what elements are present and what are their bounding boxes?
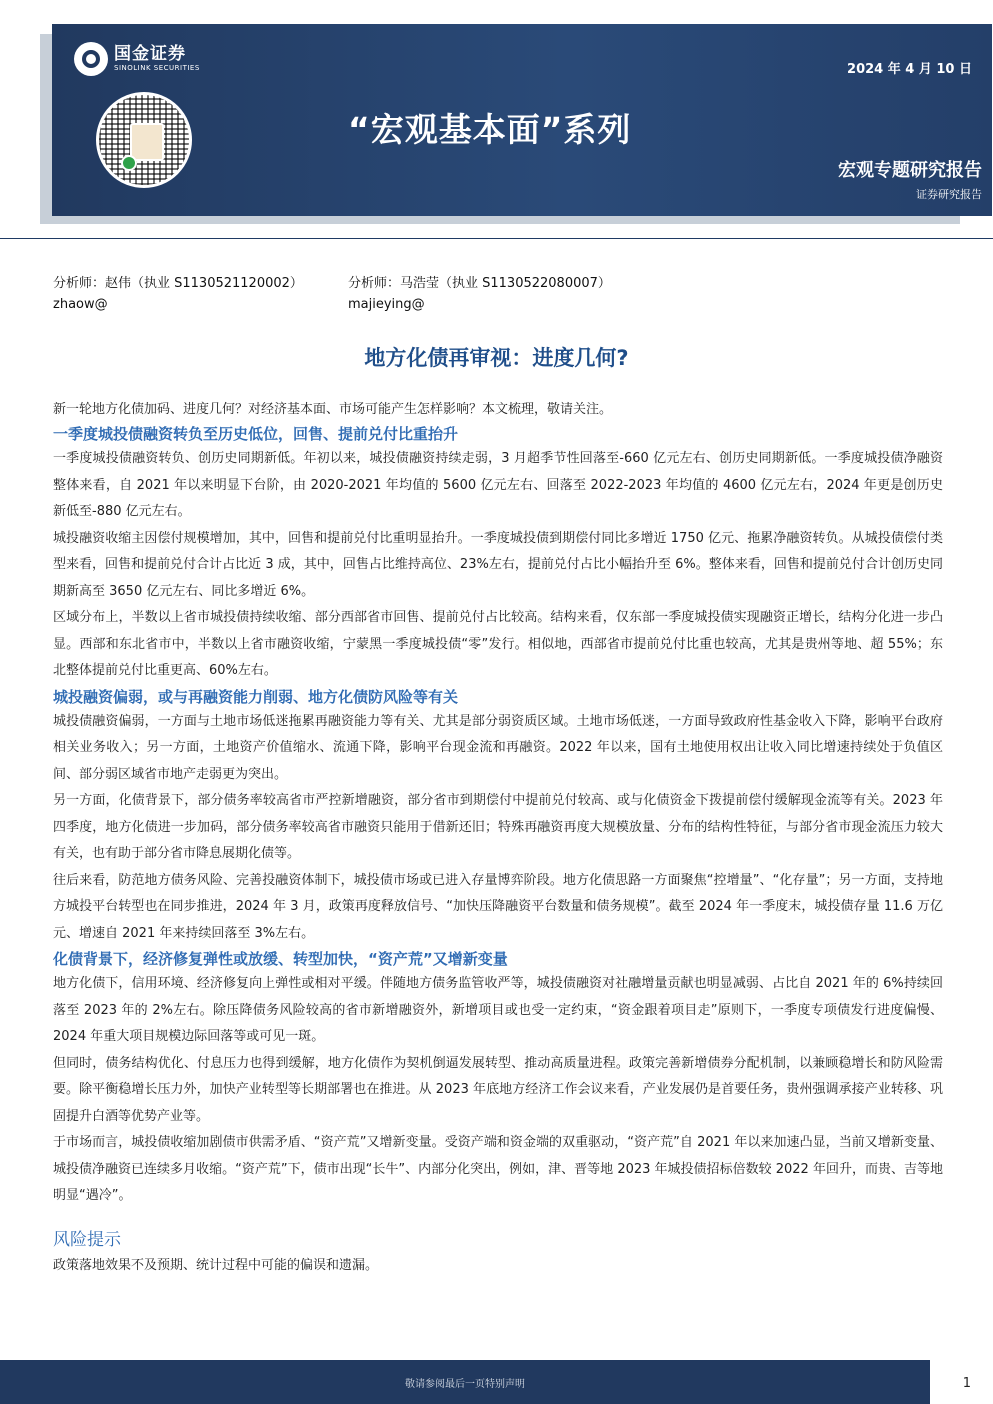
analyst-2-email[interactable]: majieying@ — [348, 297, 425, 312]
page-number: 1 — [962, 1376, 971, 1391]
header-divider — [0, 238, 993, 239]
section-1-heading: 一季度城投债融资转负至历史低位，回售、提前兑付比重抬升 — [53, 425, 459, 443]
section-2-paragraph-1: 城投债融资偏弱，一方面与土地市场低迷拖累再融资能力等有关、尤其是部分弱资质区域。土地市场低迷，一方面导致政府性基金收入下降，影响平台政府相关业务收入；另一方面，土地资产价值缩水、流通下降，影响平台现金流和再融资。2022 年以来，国有土地使用权出让收入同比增速持续处于负值区间、部分弱区域省市地产走弱更为突出。 — [53, 713, 943, 782]
logo-icon — [74, 42, 108, 76]
section-3-paragraph-3: 于市场而言，城投债收缩加剧债市供需矛盾、“资产荒”又增新变量。受资产端和资金端的双重驱动，“资产荒”自 2021 年以来加速凸显，当前又增新变量、城投债净融资已连续多月收缩。“资产荒”下，债市出现“长牛”、内部分化突出，例如，津、晋等地 2023 年城投债招标倍数较 2022 年回升，而贵、吉等地明显“遇冷”。 — [53, 1135, 943, 1203]
risk-text: 政策落地效果不及预期、统计过程中可能的偏误和遗漏。 — [53, 1257, 379, 1273]
section-2-heading: 城投融资偏弱，或与再融资能力削弱、地方化债防风险等有关 — [53, 687, 459, 706]
section-1-paragraph-2: 城投融资收缩主因偿付规模增加，其中，回售和提前兑付比重明显抬升。一季度城投债到期偿付同比多增近 1750 亿元、拖累净融资转负。从城投债偿付类型来看，回售和提前兑付合计占比近 3 成，其中，回售占比维持高位、23%左右，提前兑付占比小幅抬升至 6%。整体来看，回售和提前兑付合计创历史同期新高至 3650 亿元左右、同比多增近 6%。 — [53, 530, 943, 599]
report-title: 地方化债再审视：进度几何? — [364, 346, 629, 370]
section-1-paragraph-1: 一季度城投债融资转负、创历史同期新低。年初以来，城投债融资持续走弱，3 月超季节性回落至-660 亿元左右、创历史同期新低。一季度城投债净融资整体来看，自 2021 年以来明显下台阶，由 2020-2021 年均值的 5600 亿元左右、回落至 2022-2023 年均值的 4600 亿元左右，2024 年更是创历史新低至-880 亿元左右。 — [53, 451, 943, 519]
qr-code-icon — [96, 92, 192, 188]
report-body — [53, 398, 943, 1278]
series-title: “宏观基本面”系列 — [348, 110, 632, 149]
risk-heading: 风险提示 — [53, 1229, 121, 1250]
intro-text: 新一轮地方化债加码、进度几何？对经济基本面、市场可能产生怎样影响？本文梳理，敬请关注。 — [53, 402, 613, 417]
section-3-paragraph-2: 但同时，债务结构优化、付息压力也得到缓解，地方化债作为契机倒逼发展转型、推动高质量进程。政策完善新增债券分配机制，以兼顾稳增长和防风险需要。除平衡稳增长压力外，加快产业转型等长期部署也在推进。从 2023 年底地方经济工作会议来看，产业发展仍是首要任务，贵州强调承接产业转移、巩固提升白酒等优势产业等。 — [53, 1055, 943, 1124]
analyst-1-info: 分析师：赵伟（执业 S1130521120002） — [53, 276, 303, 291]
report-header — [52, 24, 992, 216]
analyst-2 — [348, 273, 611, 315]
report-subtype: 证券研究报告 — [916, 188, 982, 201]
section-1-paragraph-3: 区域分布上，半数以上省市城投债持续收缩、部分西部省市回售、提前兑付占比较高。结构来看，仅东部一季度城投债实现融资正增长，结构分化进一步凸显。西部和东北省市中，半数以上省市融资收缩，宁蒙黑一季度城投债“零”发行。相似地，西部省市提前兑付比重也较高，尤其是贵州等地、超 55%；东北整体提前兑付比重更高、60%左右。 — [53, 610, 943, 678]
section-3-paragraph-1: 地方化债下，信用环境、经济修复向上弹性或相对平缓。伴随地方债务监管收严等，城投债融资对社融增量贡献也明显减弱、占比自 2021 年的 6%持续回落至 2023 年的 2%左右。除压降债务风险较高的省市新增融资外，新增项目或也受一定约束，“资金跟着项目走”原则下，一季度专项债发行进度偏慢、2024 年重大项目规模边际回落等或可见一斑。 — [53, 976, 943, 1044]
footer-disclaimer: 敬请参阅最后一页特别声明 — [405, 1378, 525, 1390]
company-logo — [74, 42, 200, 76]
wechat-icon — [121, 155, 137, 171]
footer-bar — [0, 1360, 930, 1404]
analyst-2-info: 分析师：马浩莹（执业 S1130522080007） — [348, 276, 611, 291]
logo-text-en: SINOLINK SECURITIES — [114, 64, 200, 72]
analyst-1 — [53, 273, 303, 315]
section-2-paragraph-2: 另一方面，化债背景下，部分债务率较高省市严控新增融资，部分省市到期偿付中提前兑付较高、或与化债资金下拨提前偿付缓解现金流等有关。2023 年四季度，地方化债进一步加码，部分债务率较高省市融资只能用于借新还旧；特殊再融资再度大规模放量、分布的结构性特征，与部分省市现金流压力较大有关，也有助于部分省市降息展期化债等。 — [53, 793, 943, 861]
analyst-1-email[interactable]: zhaow@ — [53, 297, 108, 312]
qr-logo-icon — [130, 123, 164, 161]
report-date: 2024 年 4 月 10 日 — [847, 62, 972, 77]
section-3-heading: 化债背景下，经济修复弹性或放缓、转型加快，“资产荒”又增新变量 — [53, 950, 508, 968]
report-type: 宏观专题研究报告 — [838, 160, 982, 181]
logo-text-cn: 国金证券 — [114, 44, 186, 64]
section-2-paragraph-3: 往后来看，防范地方债务风险、完善投融资体制下，城投债市场或已进入存量博弈阶段。地方化债思路一方面聚焦“控增量”、“化存量”；另一方面，支持地方城投平台转型也在同步推进，2024 年 3 月，政策再度释放信号、“加快压降融资平台数量和债务规模”。截至 2024 年一季度末，城投债存量 11.6 万亿元、增速自 2021 年来持续回落至 3%左右。 — [53, 872, 943, 941]
